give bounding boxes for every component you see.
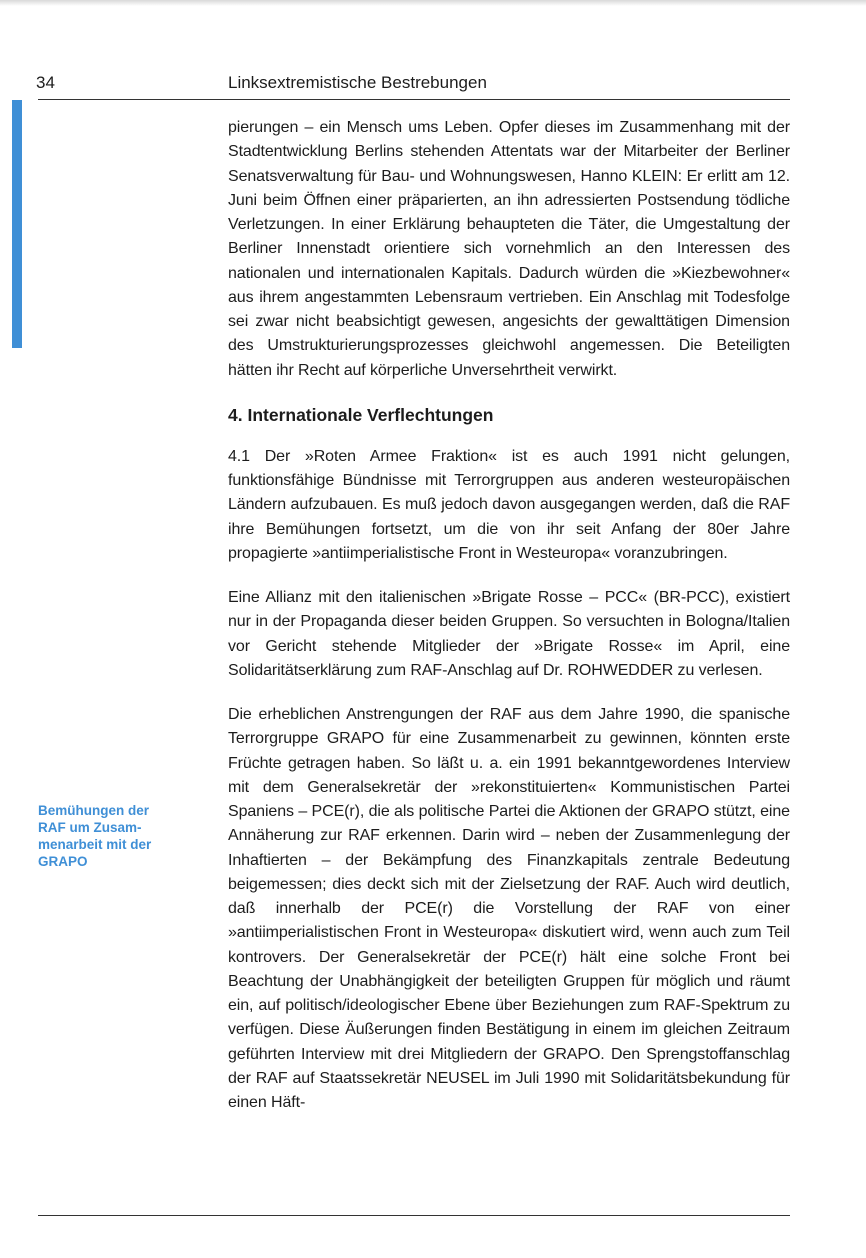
page-number: 34 [36,73,55,92]
chapter-tab-marker [12,100,22,348]
main-text-column [228,116,790,1115]
margin-note-line: menarbeit mit der [38,837,152,852]
scan-top-edge [0,0,866,6]
margin-note-line: Bemühungen der [38,803,150,818]
paragraph-1: pierungen – ein Mensch ums Leben. Opfer dieses im Zusammenhang mit der Stadtentwicklung Berlins stehenden Attentats war der Mitarbeiter der Berliner Senatsverwaltung für Bau- und Wohnungswesen, Hanno KLEIN: Er erlitt am 12. Juni beim Öffnen einer präparierten, an ihn adressierten Postsendung tödliche Verletzungen. In einer Erklärung behaupteten die Täter, die Umgestaltung der Berliner Innenstadt orientiere sich vornehmlich an den Interessen des nationalen und internationalen Kapitals. Dadurch würden die »Kiezbewohner« aus ihrem angestammten Lebensraum vertrieben. Ein Anschlag mit Todesfolge sei zwar nicht beabsichtigt gewesen, angesichts der gewalttätigen Dimension des Umstrukturierungsprozesses gleichwohl angemessen. Die Beteiligten hätten ihr Recht auf körperliche Unversehrtheit verwirkt. [228,119,790,379]
paragraph-2: 4.1 Der »Roten Armee Fraktion« ist es auch 1991 nicht gelungen, funktionsfähige Bündnisse mit Terrorgruppen aus anderen westeuropäischen Ländern aufzubauen. Es muß jedoch davon ausgegangen werden, daß die RAF ihre Bemühungen fortsetzt, um die von ihr seit Anfang der 80er Jahre propagierte »antiimperialistische Front in Westeuropa« voranzubringen. [228,447,790,562]
running-title: Linksextremistische Bestrebungen [228,73,487,92]
margin-note-line: RAF um Zusam- [38,820,142,835]
paragraph-gap [228,566,790,586]
header-divider [38,99,790,100]
paragraph-gap [228,683,790,703]
page-header [36,72,788,98]
margin-note [38,802,198,870]
paragraph-4: Die erheblichen Anstrengungen der RAF aus dem Jahre 1990, die spanische Terrorgruppe GRAPO für eine Zusammenarbeit zu gewinnen, könnten erste Früchte getragen haben. So läßt u. a. ein 1991 bekanntgewordenes Interview mit dem Generalsekretär der »rekonstituierten« Kommunistischen Partei Spaniens – PCE(r), die als politische Partei die Aktionen der GRAPO stützt, eine Annäherung zur RAF erkennen. Darin wird – neben der Zusammenlegung der Inhaftierten – der Bekämpfung des Finanzkapitals zentrale Bedeutung beigemessen; dies deckt sich mit der Zielsetzung der RAF. Auch wird deutlich, daß innerhalb der PCE(r) die Vorstellung der RAF von einer »antiimperialistischen Front in Westeuropa« diskutiert wird, wenn auch zum Teil kontrovers. Der Generalsekretär der PCE(r) hält eine solche Front bei Beachtung der Unabhängigkeit der beteiligten Gruppen für möglich und räumt ein, auf politisch/ideologischer Ebene über Beziehungen zum RAF-Spektrum zu verfügen. Diese Äußerungen finden Bestätigung in einem im gleichen Zeitraum geführten Interview mit drei Mitgliedern der GRAPO. Den Sprengstoffanschlag der RAF auf Staatssekretär NEUSEL im Juli 1990 mit Solidaritätsbekundung für einen Häft- [228,706,790,1111]
paragraph-3: Eine Allianz mit den italienischen »Brigate Rosse – PCC« (BR-PCC), existiert nur in der Propaganda dieser beiden Gruppen. So versuchten in Bologna/Italien vor Gericht stehende Mitglieder der »Brigate Rosse« im April, eine Solidaritätserklärung zum RAF-Anschlag auf Dr. ROHWEDDER zu verlesen. [228,589,790,679]
section-heading: 4. Internationale Verflechtungen [228,404,494,425]
margin-note-line: GRAPO [38,854,88,869]
footer-divider [38,1215,790,1216]
